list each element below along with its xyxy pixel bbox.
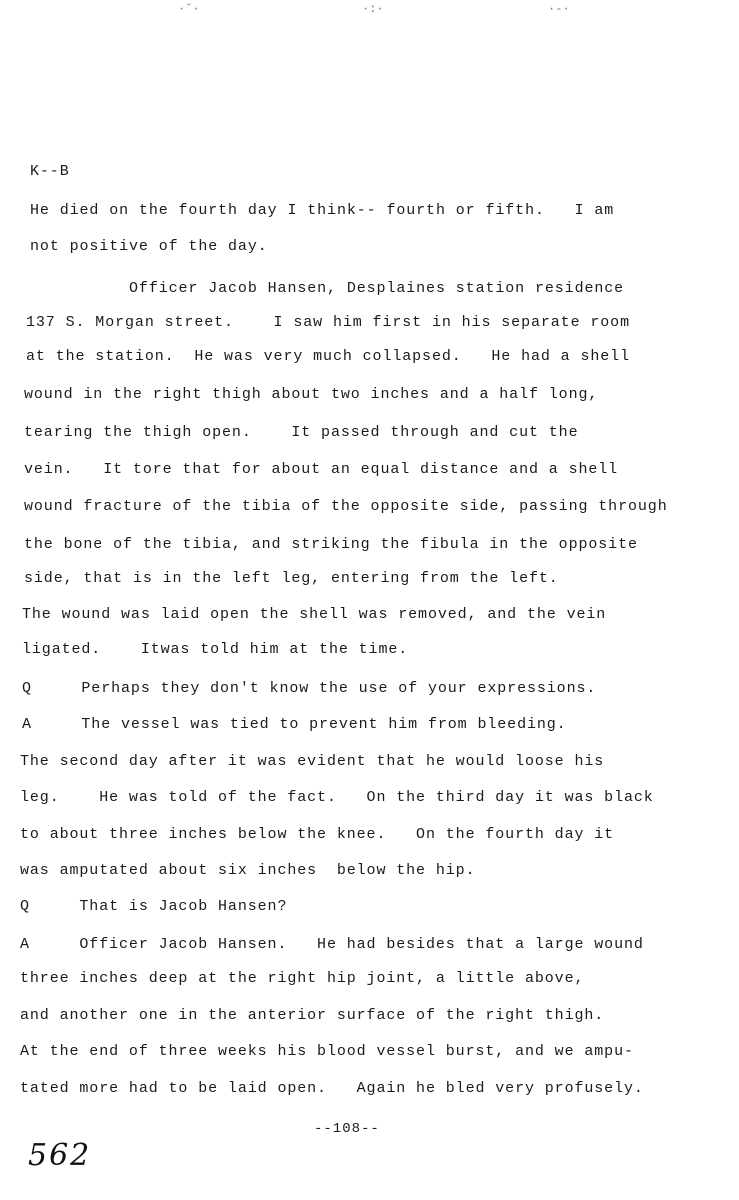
header-code: K--B (30, 163, 70, 180)
text-line: Officer Jacob Hansen, Desplaines station residence (30, 280, 625, 297)
text-line: at the station. He was very much collapsed. He had a shell (26, 348, 630, 365)
scan-artifact: ·˘· (178, 2, 200, 16)
text-line: A The vessel was tied to prevent him from bleeding. (22, 716, 567, 733)
text-line: Q Perhaps they don't know the use of your expressions. (22, 680, 597, 697)
text-line: At the end of three weeks his blood vessel burst, and we ampu- (20, 1043, 634, 1060)
text-line: The wound was laid open the shell was removed, and the vein (22, 606, 607, 623)
text-line: vein. It tore that for about an equal distance and a shell (24, 461, 619, 478)
text-line: He died on the fourth day I think-- fourth or fifth. I am (30, 202, 615, 219)
handwritten-number: 562 (28, 1138, 92, 1173)
text-line: wound in the right thigh about two inches and a half long, (24, 386, 599, 403)
text-line: leg. He was told of the fact. On the third day it was black (20, 789, 654, 806)
scan-artifact: ·:· (362, 2, 384, 16)
text-line: tearing the thigh open. It passed through and cut the (24, 424, 579, 441)
text-line: wound fracture of the tibia of the opposite side, passing through (24, 498, 668, 515)
text-line: the bone of the tibia, and striking the fibula in the opposite (24, 536, 638, 553)
text-line: and another one in the anterior surface of the right thigh. (20, 1007, 605, 1024)
page-number: --108-- (314, 1121, 380, 1137)
text-line: 137 S. Morgan street. I saw him first in his separate room (26, 314, 630, 331)
text-line: was amputated about six inches below the hip. (20, 862, 476, 879)
scan-artifact: ·-· (548, 2, 570, 16)
text-line: not positive of the day. (30, 238, 268, 255)
text-line: to about three inches below the knee. On the fourth day it (20, 826, 615, 843)
text-line: side, that is in the left leg, entering from the left. (24, 570, 559, 587)
text-line: The second day after it was evident that he would loose his (20, 753, 605, 770)
text-line: Q That is Jacob Hansen? (20, 898, 288, 915)
text-line: ligated. Itwas told him at the time. (22, 641, 409, 658)
text-line: A Officer Jacob Hansen. He had besides that a large wound (20, 936, 644, 953)
text-line: three inches deep at the right hip joint, a little above, (20, 970, 585, 987)
text-line: tated more had to be laid open. Again he bled very profusely. (20, 1080, 644, 1097)
